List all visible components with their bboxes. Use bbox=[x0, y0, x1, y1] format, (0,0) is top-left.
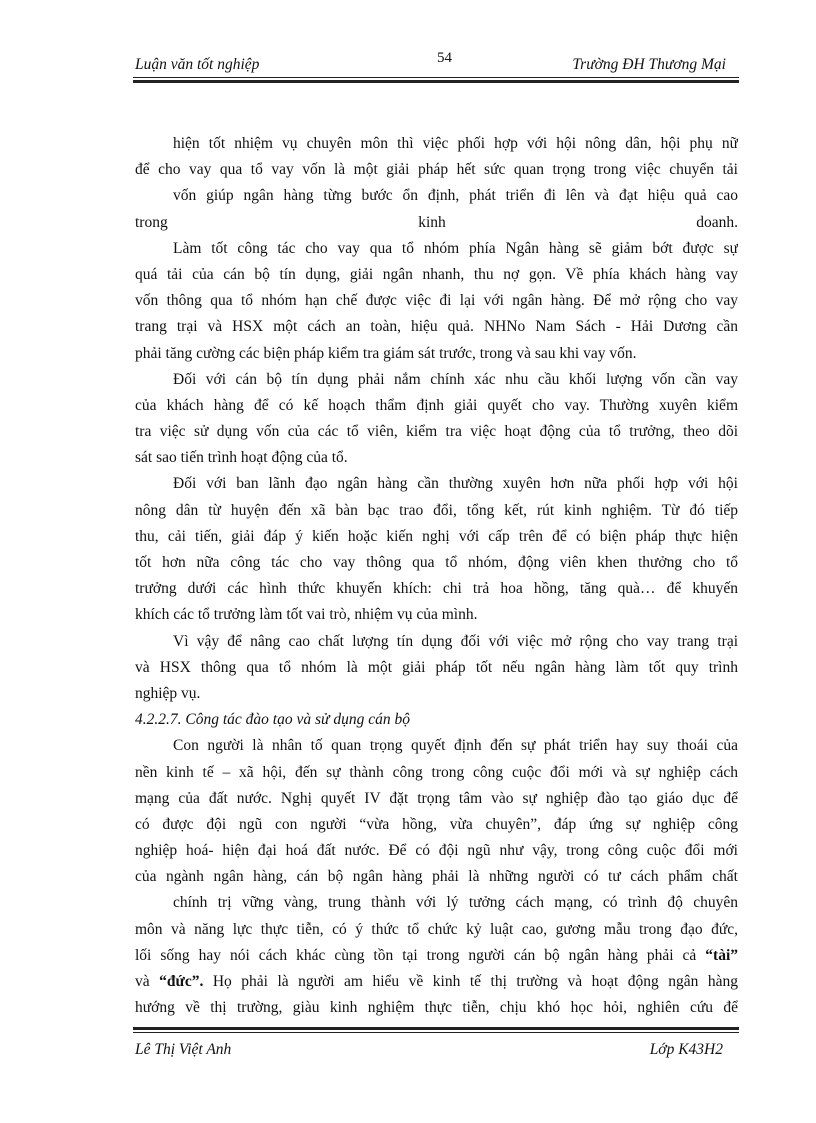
text-line: của khách hàng để có kế hoạch thẩm định giải quyết cho vay. Thường xuyên kiểm bbox=[135, 396, 738, 414]
text-line: thu, cải tiến, giải đáp ý kiến hoặc kiến nghị với cấp trên để có biện pháp thực hiện bbox=[135, 527, 738, 545]
text-line: trưởng dưới các hình thức khuyến khích: chi trả hoa hồng, tăng quà… để khuyến bbox=[135, 580, 738, 598]
text-line: vốn giúp ngân hàng từng bước ổn định, phát triển đi lên và đạt hiệu quả cao bbox=[173, 187, 738, 205]
footer-rule-thick bbox=[133, 1027, 739, 1030]
text-line: chính trị vững vàng, trung thành với lý tưởng cách mạng, có trình độ chuyên bbox=[173, 894, 738, 912]
text-line: có được đội ngũ con người “vừa hồng, vừa chuyên”, đáp ứng sự nghiệp công bbox=[135, 815, 738, 833]
text-line: của ngành ngân hàng, cán bộ ngân hàng phải là những người có tư cách phẩm chất bbox=[135, 868, 738, 886]
text-line: tra việc sử dụng vốn của các tổ viên, kiểm tra việc hoạt động của tổ trưởng, theo dõi bbox=[135, 423, 738, 441]
text-line: Vì vậy để nâng cao chất lượng tín dụng đối với việc mở rộng cho vay trang trại bbox=[173, 632, 738, 650]
text-line: Làm tốt công tác cho vay qua tổ nhóm phía Ngân hàng sẽ giảm bớt được sự bbox=[173, 239, 738, 257]
footer-rule-thin bbox=[133, 1032, 739, 1033]
text-line: hiện tốt nhiệm vụ chuyên môn thì việc phối hợp với hội nông dân, hội phụ nữ bbox=[173, 135, 738, 152]
text-line: tốt hơn nữa công tác cho vay thông qua tổ nhóm, động viên khen thưởng cho tổ bbox=[135, 554, 738, 571]
header-rule-thin bbox=[133, 77, 739, 78]
text-line: nền kinh tế – xã hội, đến sự thành công trong công cuộc đổi mới và sự nghiệp cách bbox=[135, 763, 738, 781]
page-number: 54 bbox=[437, 50, 452, 66]
text-line: hướng về thị trường, giàu kinh nghiệm thực tiễn, chịu khó học hỏi, nghiên cứu để bbox=[135, 999, 738, 1017]
footer-author: Lê Thị Việt Anh bbox=[135, 1041, 232, 1058]
text-line: phải tăng cường các biện pháp kiểm tra giám sát trước, trong và sau khi vay vốn. bbox=[135, 344, 637, 362]
emphasis-tai: “tài” bbox=[705, 946, 738, 964]
text-line: và “đức”. Họ phải là người am hiểu về kinh tế thị trường và hoạt động ngân hàng bbox=[135, 973, 738, 990]
emphasis-duc: “đức”. bbox=[159, 973, 204, 990]
header-university: Trường ĐH Thương Mại bbox=[572, 56, 726, 73]
text-line: trong kinh doanh. bbox=[135, 213, 738, 231]
text-line: nghiệp vụ. bbox=[135, 684, 201, 702]
text-line: khích các tổ trưởng làm tốt vai trò, nhiệm vụ của mình. bbox=[135, 606, 478, 624]
section-heading: 4.2.2.7. Công tác đào tạo và sử dụng cán bộ bbox=[135, 711, 410, 729]
text-line: nông dân từ huyện đến xã bàn bạc trao đổi, tổng kết, rút kinh nghiệm. Từ đó tiếp bbox=[135, 501, 738, 519]
text-line: và HSX thông qua tổ nhóm là một giải pháp tốt nếu ngân hàng làm tốt quy trình bbox=[135, 658, 738, 676]
footer-class: Lớp K43H2 bbox=[649, 1041, 723, 1058]
text-line: quá tải của cán bộ tín dụng, giải ngân nhanh, thu nợ gọn. Về phía khách hàng vay bbox=[135, 265, 738, 283]
text-line: sát sao tiến trình hoạt động của tổ. bbox=[135, 449, 348, 467]
text-line: Con người là nhân tố quan trọng quyết định đến sự phát triển hay suy thoái của bbox=[173, 737, 738, 755]
text-line: vốn thông qua tổ nhóm hạn chế được việc đi lại với ngân hàng. Để mở rộng cho vay bbox=[135, 292, 738, 310]
body-text bbox=[135, 131, 738, 1021]
text-line: lối sống hay nói cách khác cùng tồn tại trong người cán bộ ngân hàng phải cả “tài” bbox=[135, 946, 738, 964]
text-line: nghiệp hoá- hiện đại hoá đất nước. Để có đội ngũ như vậy, trong công cuộc đổi mới bbox=[135, 842, 738, 860]
text-line: Đối với ban lãnh đạo ngân hàng cần thường xuyên hơn nữa phối hợp với hội bbox=[173, 475, 738, 493]
text-line: môn và năng lực thực tiễn, có ý thức tổ chức kỷ luật cao, gương mẫu trong đạo đức, bbox=[135, 920, 738, 938]
text-line: trang trại và HSX một cách an toàn, hiệu quả. NHNo Nam Sách - Hải Dương cần bbox=[135, 318, 738, 336]
text-line: Đối với cán bộ tín dụng phải nắm chính xác nhu cầu khối lượng vốn cần vay bbox=[173, 370, 738, 388]
text-line: để cho vay qua tổ vay vốn là một giải pháp hết sức quan trọng trong việc chuyển tải bbox=[135, 161, 738, 179]
header-rule-thick bbox=[133, 80, 739, 83]
header-thesis-title: Luận văn tốt nghiệp bbox=[135, 56, 260, 73]
text-line: mạng của đất nước. Nghị quyết IV đặt trọng tâm vào sự nghiệp đào tạo giáo dục để bbox=[135, 789, 738, 807]
